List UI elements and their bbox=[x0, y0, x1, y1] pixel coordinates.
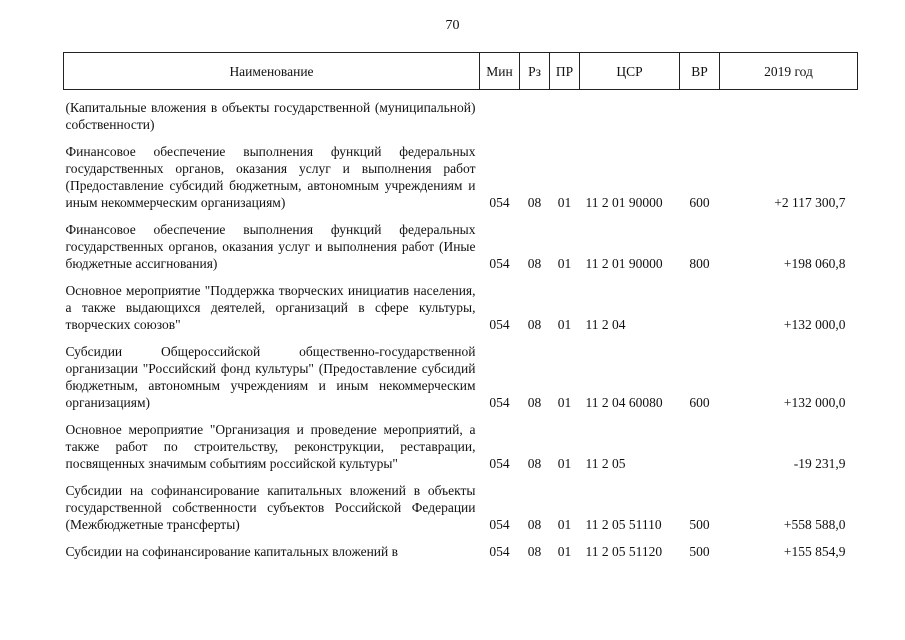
row-min: 054 bbox=[489, 195, 510, 210]
row-rz bbox=[520, 90, 550, 144]
row-pr bbox=[550, 90, 580, 144]
row-name: Финансовое обеспечение выполнения функций федеральных государственных органов, оказания услуг и выполнения работ (Иные бюджетные ассигнования) bbox=[65, 222, 476, 271]
row-amount: +132 000,0 bbox=[783, 317, 846, 332]
header-year: 2019 год bbox=[720, 53, 858, 90]
row-amount: -19 231,9 bbox=[793, 456, 846, 471]
row-amount: +155 854,9 bbox=[783, 544, 846, 559]
row-min: 054 bbox=[489, 395, 510, 410]
row-min: 054 bbox=[489, 517, 510, 532]
header-pr: ПР bbox=[550, 53, 580, 90]
table-row bbox=[64, 343, 858, 421]
row-rz: 08 bbox=[527, 317, 542, 332]
row-rz: 08 bbox=[527, 195, 542, 210]
table-row bbox=[64, 421, 858, 482]
header-name: Наименование bbox=[64, 53, 480, 90]
row-csr: 11 2 05 51120 bbox=[585, 544, 663, 559]
row-name: Финансовое обеспечение выполнения функций федеральных государственных органов, оказания услуг и выполнения работ (Предоставление субсидий бюджетным, автономным учреждениям и иным некоммерческим организациям) bbox=[65, 144, 476, 210]
row-amount: +2 117 300,7 bbox=[774, 195, 846, 210]
row-csr: 11 2 05 bbox=[585, 456, 626, 471]
row-csr: 11 2 04 bbox=[585, 317, 626, 332]
budget-table bbox=[63, 52, 858, 560]
table-row bbox=[64, 221, 858, 282]
row-csr: 11 2 01 90000 bbox=[585, 256, 663, 271]
row-pr: 01 bbox=[557, 517, 572, 532]
row-min: 054 bbox=[489, 544, 510, 559]
row-rz: 08 bbox=[527, 395, 542, 410]
row-vr bbox=[680, 421, 720, 482]
row-vr: 800 bbox=[689, 256, 710, 271]
header-rz: Рз bbox=[520, 53, 550, 90]
row-vr: 600 bbox=[689, 395, 710, 410]
table-header-row bbox=[64, 53, 858, 90]
header-vr: ВР bbox=[680, 53, 720, 90]
row-pr: 01 bbox=[557, 256, 572, 271]
row-csr: 11 2 01 90000 bbox=[585, 195, 663, 210]
row-vr: 500 bbox=[689, 517, 710, 532]
row-amount: +558 588,0 bbox=[783, 517, 846, 532]
row-amount bbox=[720, 90, 858, 144]
row-pr: 01 bbox=[557, 317, 572, 332]
table-row bbox=[64, 143, 858, 221]
row-pr: 01 bbox=[557, 456, 572, 471]
row-min: 054 bbox=[489, 317, 510, 332]
row-amount: +198 060,8 bbox=[783, 256, 846, 271]
table-row bbox=[64, 90, 858, 144]
row-pr: 01 bbox=[557, 395, 572, 410]
row-vr: 500 bbox=[689, 544, 710, 559]
row-vr bbox=[680, 282, 720, 343]
header-min: Мин bbox=[480, 53, 520, 90]
row-csr: 11 2 05 51110 bbox=[585, 517, 662, 532]
row-rz: 08 bbox=[527, 256, 542, 271]
table-row bbox=[64, 482, 858, 543]
row-pr: 01 bbox=[557, 544, 572, 559]
row-vr: 600 bbox=[689, 195, 710, 210]
row-amount: +132 000,0 bbox=[783, 395, 846, 410]
row-rz: 08 bbox=[527, 456, 542, 471]
row-min: 054 bbox=[489, 456, 510, 471]
row-name: Основное мероприятие "Организация и проведение мероприятий, а также работ по строительству, реконструкции, реставрации, посвященных значимым событиям российской культуры" bbox=[65, 422, 476, 471]
row-name: Субсидии на софинансирование капитальных вложений в bbox=[65, 544, 399, 559]
row-min: 054 bbox=[489, 256, 510, 271]
page-number: 70 bbox=[445, 18, 460, 33]
row-rz: 08 bbox=[527, 517, 542, 532]
table-row bbox=[64, 543, 858, 560]
row-name: Основное мероприятие "Поддержка творческих инициатив населения, а также выдающихся деятелей, организаций в сфере культуры, творческих союзов" bbox=[65, 283, 476, 332]
row-pr: 01 bbox=[557, 195, 572, 210]
row-name: Субсидии на софинансирование капитальных вложений в объекты государственной собственности субъектов Российской Федерации (Межбюджетные трансферты) bbox=[65, 483, 476, 532]
row-csr bbox=[580, 90, 680, 144]
row-min bbox=[480, 90, 520, 144]
header-csr: ЦСР bbox=[580, 53, 680, 90]
row-vr bbox=[680, 90, 720, 144]
table-row bbox=[64, 282, 858, 343]
row-csr: 11 2 04 60080 bbox=[585, 395, 663, 410]
row-name: (Капитальные вложения в объекты государственной (муниципальной) собственности) bbox=[65, 100, 476, 132]
row-name: Субсидии Общероссийской общественно-государственной организации "Российский фонд культуры" (Предоставление субсидий бюджетным, автономным учреждениям и иным некоммерческим организациям) bbox=[65, 344, 476, 410]
row-rz: 08 bbox=[527, 544, 542, 559]
